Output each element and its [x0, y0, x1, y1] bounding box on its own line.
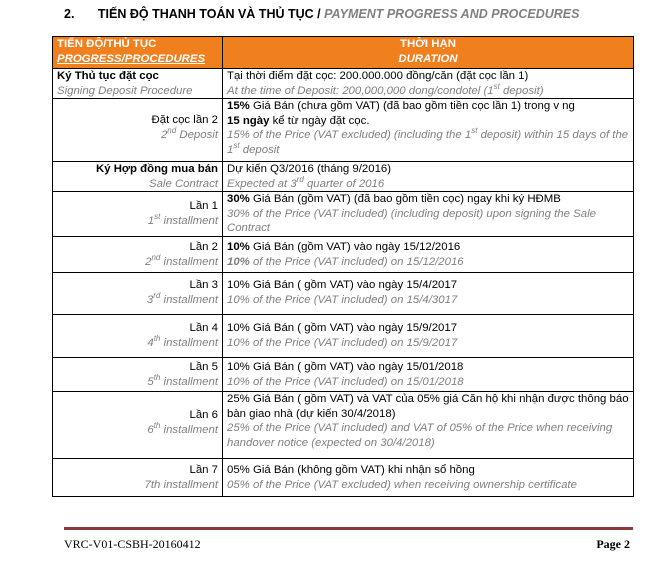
- table-row: [53, 315, 634, 358]
- table-row: [53, 99, 634, 162]
- table-row: [53, 192, 634, 237]
- page-number: Page 2: [596, 537, 630, 551]
- row-label: Lần 4 4th installment: [53, 315, 223, 358]
- row-label: Ký Hợp đồng mua bán Sale Contract: [53, 162, 223, 192]
- header-progress: TIẾN ĐỘ/THỦ TỤC PROGRESS/PROCEDURES: [53, 37, 223, 69]
- row-label: Lần 6 6th installment: [53, 392, 223, 459]
- row-duration: 10% Giá Bán ( gồm VAT) vào ngày 15/9/2017 10% of the Price (VAT included) on 15/9/2017: [223, 315, 634, 358]
- section-title-vi: TIẾN ĐỘ THANH TOÁN VÀ THỦ TỤC /: [97, 7, 321, 21]
- table-row: [53, 237, 634, 273]
- table-header-row: [53, 37, 634, 69]
- row-label: Lần 3 3rd installment: [53, 273, 223, 315]
- table-row: [53, 392, 634, 459]
- footer-rule: [64, 527, 633, 530]
- row-label: Đặt cọc lần 2 2nd Deposit: [53, 99, 223, 162]
- row-duration: 10% Giá Bán (gồm VAT) vào ngày 15/12/2016 10% of the Price (VAT included) on 15/12/2016: [223, 237, 634, 273]
- row-duration: 10% Giá Bán ( gồm VAT) vào ngày 15/01/2018 10% of the Price (VAT included) on 15/01/2018: [223, 358, 634, 392]
- row-label: Lần 5 5th installment: [53, 358, 223, 392]
- header-duration: THỜI HẠN DURATION: [223, 37, 634, 69]
- row-duration: 15% Giá Bán (chưa gồm VAT) (đã bao gồm tiền cọc lần 1) trong v ng 15 ngày kể từ ngày đặt cọc. 15% of the Price (VAT excluded) (including the 1st deposit) within 15 days of the 1st deposit: [223, 99, 634, 162]
- row-label: Lần 7 7th installment: [53, 459, 223, 497]
- section-heading: [64, 7, 579, 21]
- document-code: VRC-V01-CSBH-20160412: [64, 537, 201, 551]
- row-duration: 05% Giá Bán (không gồm VAT) khi nhận sổ hồng 05% of the Price (VAT excluded) when receiving ownership certificate: [223, 459, 634, 497]
- row-label: Ký Thủ tục đặt cọc Signing Deposit Procedure: [53, 69, 223, 99]
- table-row: [53, 273, 634, 315]
- section-title-en: PAYMENT PROGRESS AND PROCEDURES: [324, 7, 580, 21]
- section-number: 2.: [64, 7, 75, 21]
- row-label: Lần 1 1st installment: [53, 192, 223, 237]
- payment-table: [52, 36, 634, 497]
- table-row: [53, 358, 634, 392]
- table-row: [53, 459, 634, 497]
- row-duration: Tại thời điểm đặt cọc: 200.000.000 đồng/căn (đặt cọc lần 1) At the time of Deposit: 200,000,000 dong/condotel (1st deposit): [223, 69, 634, 99]
- table-row: [53, 69, 634, 99]
- row-duration: 10% Giá Bán ( gồm VAT) vào ngày 15/4/2017 10% of the Price (VAT included) on 15/4/3017: [223, 273, 634, 315]
- row-label: Lần 2 2nd installment: [53, 237, 223, 273]
- row-duration: 25% Giá Bán ( gồm VAT) và VAT của 05% giá Căn hộ khi nhận được thông báo bàn giao nhà (dự kiến 30/4/2018) 25% of the Price (VAT included) and VAT of 05% of the Price when receiving handover notice (expected on 30/4/2018): [223, 392, 634, 459]
- table-row: [53, 162, 634, 192]
- row-duration: Dự kiến Q3/2016 (tháng 9/2016) Expected at 3rd quarter of 2016: [223, 162, 634, 192]
- row-duration: 30% Giá Bán (gồm VAT) (đã bao gồm tiền cọc) ngay khi ký HĐMB 30% of the Price (VAT included) (including deposit) upon signing the Sale Contract: [223, 192, 634, 237]
